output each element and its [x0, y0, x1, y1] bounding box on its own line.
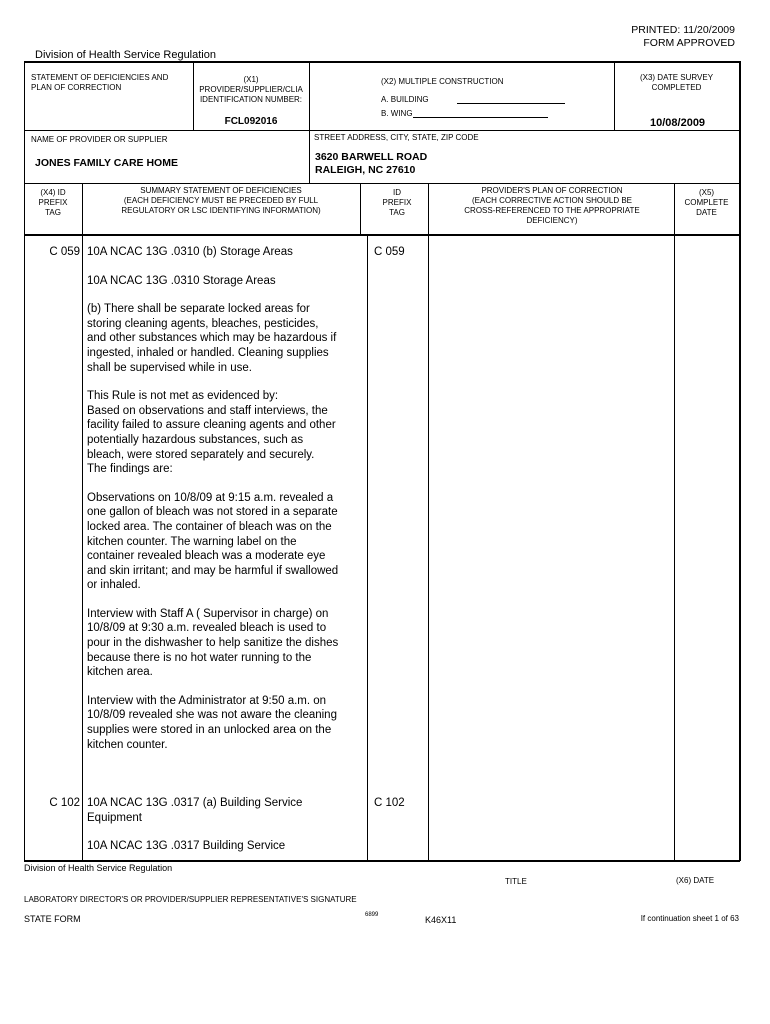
- provider-name-label: NAME OF PROVIDER OR SUPPLIER: [31, 135, 168, 144]
- col-divider-2b: [367, 234, 368, 861]
- col-plan-line3: CROSS-REFERENCED TO THE APPROPRIATE: [464, 206, 640, 215]
- entry-tag: C 059: [49, 246, 80, 258]
- col-x4-header: [24, 188, 82, 218]
- col-divider-3: [428, 183, 429, 861]
- street-address: [315, 151, 427, 177]
- row-divider-1: [24, 130, 740, 131]
- signature-label: LABORATORY DIRECTOR'S OR PROVIDER/SUPPLIER REPRESENTATIVE'S SIGNATURE: [24, 895, 357, 904]
- col-id-header: [368, 188, 426, 218]
- x1-label: [193, 75, 309, 105]
- col-id-line2: PREFIX: [382, 198, 412, 207]
- x3-label: [614, 73, 739, 93]
- col-divider-2a: [360, 183, 361, 234]
- row-divider-2: [24, 183, 740, 184]
- street-label: STREET ADDRESS, CITY, STATE, ZIP CODE: [314, 133, 479, 142]
- x1-value: FCL092016: [224, 116, 278, 127]
- col-plan-line1: PROVIDER'S PLAN OF CORRECTION: [481, 186, 623, 195]
- building-label: A. BUILDING: [381, 95, 429, 104]
- division-title: Division of Health Service Regulation: [35, 49, 216, 61]
- wing-label: B. WING: [381, 109, 413, 118]
- col-summary-line2: (EACH DEFICIENCY MUST BE PRECEDED BY FULL: [123, 196, 319, 205]
- col-plan-line2: (EACH CORRECTIVE ACTION SHOULD BE: [471, 196, 633, 205]
- entry-id-tag: C 102: [374, 797, 405, 809]
- col-divider-1: [82, 183, 83, 861]
- col-x5-line3: DATE: [696, 208, 717, 217]
- form-number: 6899: [365, 912, 379, 918]
- col-x5-line1: (X5): [698, 188, 715, 197]
- divider-x2: [309, 61, 310, 184]
- col-id-line1: ID: [393, 188, 401, 197]
- col-id-line3: TAG: [389, 208, 405, 217]
- event-id: K46X11: [425, 915, 457, 925]
- form-left-border: [24, 61, 25, 861]
- col-x5-header: [674, 188, 739, 218]
- deficiency-paragraph: (b) There shall be separate locked areas for storing cleaning agents, bleaches, pesticides, and other substances which may be hazardous if ingested, inhaled or handled. Cleaning supplies shall be supervised while in use.: [87, 303, 337, 374]
- printed-date: PRINTED: 11/20/2009: [631, 24, 735, 36]
- title-label: TITLE: [505, 877, 527, 886]
- col-summary-line1: SUMMARY STATEMENT OF DEFICIENCIES: [140, 186, 302, 195]
- x3-value: 10/08/2009: [650, 117, 706, 129]
- footer-division: Division of Health Service Regulation: [24, 863, 173, 873]
- entry-tag: C 102: [49, 797, 80, 809]
- form-approved: FORM APPROVED: [643, 37, 735, 49]
- street-line1: 3620 BARWELL ROAD: [315, 151, 428, 163]
- row-divider-3: [24, 234, 740, 236]
- print-header: [631, 24, 735, 50]
- deficiency-paragraph: 10A NCAC 13G .0317 (a) Building Service Equipment: [87, 797, 303, 824]
- x3-label-line2: COMPLETED: [651, 83, 702, 92]
- street-line2: RALEIGH, NC 27610: [315, 164, 416, 176]
- col-plan-line4: DEFICIENCY): [526, 216, 578, 225]
- deficiency-text: [87, 796, 339, 868]
- provider-name: JONES FAMILY CARE HOME: [35, 157, 178, 169]
- deficiency-paragraph: 10A NCAC 13G .0317 Building Service: [87, 840, 286, 853]
- col-divider-4: [674, 183, 675, 861]
- state-form-label: STATE FORM: [24, 914, 81, 924]
- wing-field: [413, 117, 548, 118]
- deficiency-paragraph: Observations on 10/8/09 at 9:15 a.m. revealed a one gallon of bleach was not stored in a separate locked area. The container of bleach was on the kitchen counter. The warning label on the container revealed bleach was a moderate eye and skin irritant; and may be harmful if swallowed or inhaled.: [87, 491, 339, 592]
- deficiency-paragraph: This Rule is not met as evidenced by: Based on observations and staff interviews, the facility failed to assure cleaning agents and other potentially hazardous substances, such as bleach, were stored separately and securely. The findings are:: [87, 390, 336, 476]
- building-field: [457, 103, 565, 104]
- col-x4-line2: PREFIX: [38, 198, 68, 207]
- entry-id-tag: C 059: [374, 246, 405, 258]
- continuation-sheet: If continuation sheet 1 of 63: [640, 914, 739, 923]
- col-summary-line3: REGULATORY OR LSC IDENTIFYING INFORMATION): [121, 206, 321, 215]
- divider-x3: [614, 61, 615, 131]
- deficiency-paragraph: Interview with the Administrator at 9:50 a.m. on 10/8/09 revealed she was not aware the cleaning supplies were stored in an unlocked area on the kitchen counter.: [87, 694, 337, 751]
- col-x4-line1: (X4) ID: [40, 188, 66, 197]
- x2-label: (X2) MULTIPLE CONSTRUCTION: [381, 77, 504, 86]
- x1-label-line2: IDENTIFICATION NUMBER:: [199, 95, 303, 104]
- x1-label-line1: (X1) PROVIDER/SUPPLIER/CLIA: [199, 75, 303, 94]
- x6-date-label: (X6) DATE: [676, 876, 715, 885]
- deficiency-text: [87, 245, 339, 766]
- deficiency-paragraph: Interview with Staff A ( Supervisor in charge) on 10/8/09 at 9:30 a.m. revealed bleach is used to pour in the dishwasher to help sanitize the dishes because there is no hot water running to the kitchen area.: [87, 607, 339, 679]
- x3-label-line1: (X3) DATE SURVEY: [639, 73, 714, 82]
- form-top-border: [24, 61, 740, 63]
- col-plan-header: [430, 186, 674, 226]
- col-x5-line2: COMPLETE: [684, 198, 729, 207]
- col-summary-header: [82, 186, 360, 216]
- col-x4-line3: TAG: [45, 208, 61, 217]
- deficiency-paragraph: 10A NCAC 13G .0310 (b) Storage Areas: [87, 246, 293, 258]
- form-right-border: [739, 61, 741, 861]
- deficiency-paragraph: 10A NCAC 13G .0310 Storage Areas: [87, 274, 276, 287]
- statement-label: STATEMENT OF DEFICIENCIES AND PLAN OF CORRECTION: [31, 73, 169, 92]
